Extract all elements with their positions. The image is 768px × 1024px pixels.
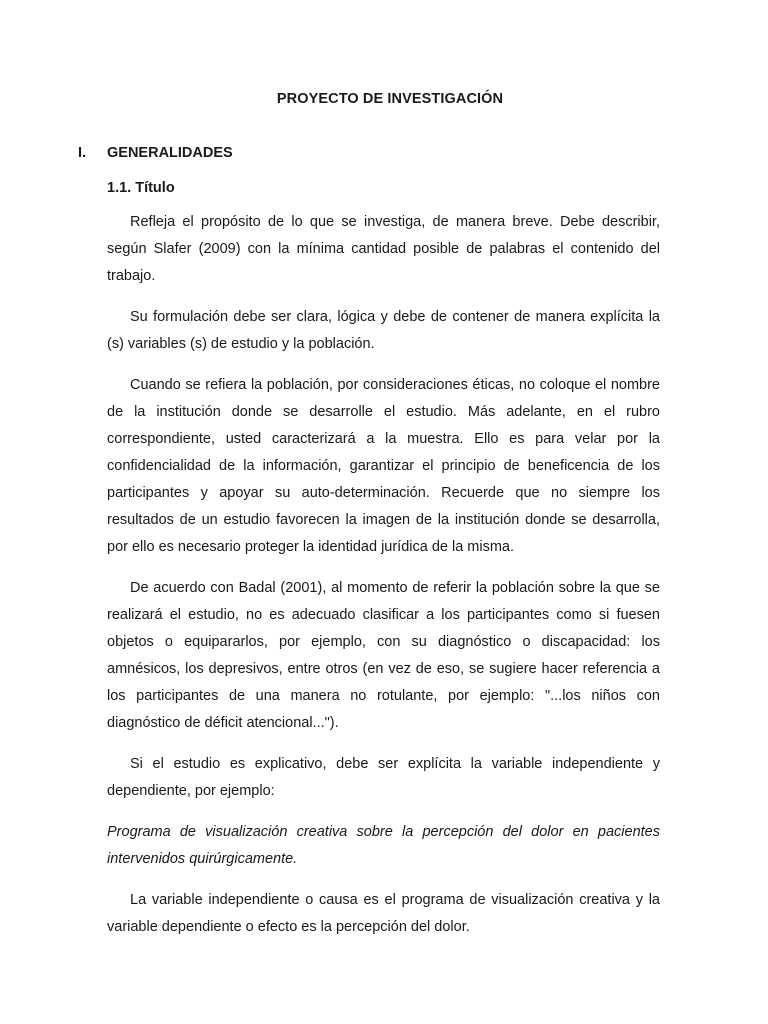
paragraph: Refleja el propósito de lo que se investiga, de manera breve. Debe describir, según Slafer (2009) con la mínima cantidad posible de palabras el contenido del trabajo.	[107, 214, 660, 284]
paragraph: Cuando se refiera la población, por consideraciones éticas, no coloque el nombre de la institución donde se desarrolle el estudio. Más adelante, en el rubro correspondiente, usted caracterizará a la muestra. Ello es para velar por la confidencialidad de la información, garantizar el principio de beneficencia de los participantes y apoyar su auto-determinación. Recuerde que no siempre los resultados de un estudio favorecen la imagen de la institución donde se desarrolla, por ello es necesario proteger la identidad jurídica de la misma.	[107, 377, 660, 555]
section-number: I.	[78, 145, 87, 161]
paragraph: De acuerdo con Badal (2001), al momento de referir la población sobre la que se realizará el estudio, no es adecuado clasificar a los participantes como si fuesen objetos o equipararlos, por ejemplo, con su diagnóstico o discapacidad: los amnésicos, los depresivos, entre otros (en vez de eso, se sugiere hacer referencia a los participantes de una manera no rotulante, por ejemplo: "...los niños con diagnóstico de déficit atencional...").	[107, 580, 660, 731]
document-title: PROYECTO DE INVESTIGACIÓN	[276, 91, 504, 107]
section-title: GENERALIDADES	[107, 145, 233, 161]
paragraph: Su formulación debe ser clara, lógica y debe de contener de manera explícita la (s) variables (s) de estudio y la población.	[107, 309, 660, 352]
paragraph: Si el estudio es explicativo, debe ser explícita la variable independiente y dependiente, por ejemplo:	[107, 756, 660, 799]
section-heading	[78, 145, 233, 161]
example-title: Programa de visualización creativa sobre la percepción del dolor en pacientes intervenidos quirúrgicamente.	[107, 824, 660, 867]
paragraph: La variable independiente o causa es el programa de visualización creativa y la variable dependiente o efecto es la percepción del dolor.	[107, 892, 660, 935]
subsection-heading: 1.1. Título	[107, 180, 175, 196]
document-body	[107, 209, 660, 955]
